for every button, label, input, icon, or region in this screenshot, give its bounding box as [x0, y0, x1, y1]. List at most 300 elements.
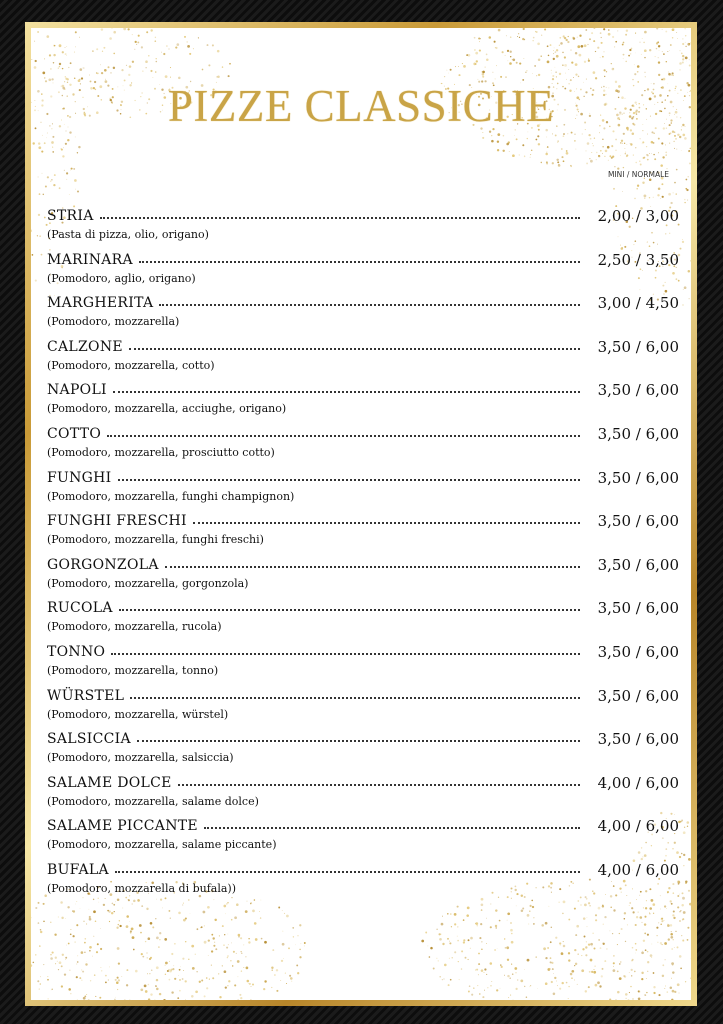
glitter-dot — [644, 994, 645, 995]
glitter-dot — [40, 929, 42, 931]
glitter-dot — [556, 981, 557, 982]
glitter-dot — [41, 151, 43, 153]
glitter-dot — [38, 214, 40, 216]
glitter-dot — [688, 176, 689, 177]
glitter-dot — [631, 969, 633, 971]
glitter-dot — [95, 921, 97, 923]
glitter-dot — [232, 965, 233, 966]
glitter-dot — [555, 67, 556, 68]
glitter-dot — [635, 953, 636, 954]
glitter-dot — [43, 921, 44, 922]
glitter-dot — [591, 152, 592, 153]
glitter-dot — [213, 945, 215, 947]
glitter-dot — [625, 61, 627, 63]
menu-item-name-row — [47, 423, 580, 445]
glitter-dot — [195, 990, 198, 993]
glitter-dot — [640, 164, 642, 166]
glitter-dot — [481, 969, 484, 972]
glitter-dot — [683, 134, 686, 137]
glitter-dot — [486, 54, 488, 56]
glitter-dot — [109, 921, 110, 922]
glitter-dot — [631, 48, 633, 50]
glitter-dot — [100, 967, 101, 968]
glitter-dot — [175, 47, 177, 49]
glitter-dot — [585, 990, 587, 992]
glitter-dot — [429, 956, 431, 958]
glitter-dot — [537, 988, 538, 989]
glitter-dot — [293, 936, 294, 937]
glitter-dot — [274, 974, 276, 976]
glitter-dot — [604, 69, 606, 71]
glitter-dot — [59, 66, 60, 67]
glitter-dot — [504, 975, 505, 976]
glitter-dot — [444, 76, 445, 77]
glitter-dot — [533, 923, 535, 925]
glitter-dot — [479, 993, 481, 995]
dotted-leader — [204, 827, 580, 829]
glitter-dot — [560, 945, 561, 946]
glitter-dot — [224, 934, 225, 935]
glitter-dot — [44, 217, 46, 219]
glitter-dot — [644, 198, 645, 199]
glitter-dot — [71, 168, 73, 170]
glitter-dot — [646, 146, 647, 147]
glitter-dot — [567, 133, 568, 134]
glitter-dot — [150, 993, 152, 995]
menu-item-name-row — [47, 641, 580, 663]
glitter-dot — [534, 65, 535, 66]
glitter-dot — [566, 39, 568, 41]
glitter-dot — [506, 143, 509, 146]
glitter-dot — [607, 146, 610, 149]
pizza-price: 4,00 / 6,00 — [597, 773, 679, 792]
glitter-dot — [75, 136, 76, 137]
glitter-dot — [164, 938, 167, 941]
glitter-dot — [463, 939, 465, 941]
pizza-ingredients: (Pomodoro, mozzarella, salsiccia) — [47, 751, 234, 765]
glitter-dot — [53, 54, 55, 56]
glitter-dot — [683, 854, 685, 856]
glitter-dot — [78, 146, 80, 148]
glitter-dot — [156, 966, 159, 969]
glitter-dot — [148, 984, 150, 986]
glitter-dot — [655, 56, 656, 57]
glitter-dot — [685, 57, 688, 60]
glitter-dot — [568, 952, 570, 954]
glitter-dot — [632, 132, 635, 135]
glitter-dot — [514, 135, 515, 136]
glitter-dot — [661, 918, 663, 920]
glitter-dot — [682, 918, 684, 920]
glitter-dot — [601, 37, 602, 38]
glitter-dot — [66, 46, 67, 47]
glitter-dot — [601, 42, 603, 44]
pizza-name: FUNGHI FRESCHI — [47, 513, 187, 530]
glitter-dot — [686, 179, 688, 181]
glitter-dot — [516, 138, 518, 140]
glitter-dot — [603, 924, 604, 925]
glitter-dot — [183, 970, 184, 971]
glitter-dot — [593, 145, 594, 146]
glitter-dot — [658, 994, 660, 996]
glitter-dot — [450, 979, 452, 981]
glitter-dot — [507, 920, 508, 921]
glitter-dot — [304, 942, 306, 944]
menu-item — [47, 249, 679, 293]
glitter-dot — [83, 921, 84, 922]
dotted-leader — [119, 609, 580, 611]
glitter-dot — [575, 52, 577, 54]
glitter-dot — [86, 961, 87, 962]
glitter-dot — [204, 995, 206, 997]
glitter-dot — [149, 973, 150, 974]
glitter-dot — [44, 77, 45, 78]
glitter-dot — [62, 51, 64, 53]
glitter-dot — [208, 64, 210, 66]
glitter-dot — [81, 980, 82, 981]
glitter-dot — [291, 981, 292, 982]
glitter-dot — [555, 71, 557, 73]
glitter-dot — [84, 68, 85, 69]
glitter-dot — [642, 951, 643, 952]
menu-item-name-row — [47, 685, 580, 707]
glitter-dot — [570, 49, 571, 50]
glitter-dot — [255, 938, 258, 941]
glitter-dot — [563, 135, 565, 137]
glitter-dot — [653, 142, 655, 144]
glitter-dot — [681, 150, 682, 151]
glitter-dot — [180, 966, 181, 967]
glitter-dot — [186, 41, 188, 43]
glitter-dot — [510, 922, 512, 924]
glitter-dot — [206, 977, 208, 979]
glitter-dot — [630, 143, 631, 144]
glitter-dot — [457, 926, 458, 927]
glitter-dot — [587, 142, 590, 145]
pizza-name: STRIA — [47, 208, 94, 224]
glitter-dot — [625, 152, 626, 153]
glitter-dot — [660, 942, 662, 944]
glitter-dot — [478, 37, 480, 39]
glitter-dot — [471, 994, 473, 996]
glitter-dot — [593, 71, 596, 74]
glitter-dot — [682, 61, 684, 63]
glitter-dot — [564, 64, 567, 67]
glitter-dot — [292, 927, 294, 929]
glitter-dot — [672, 965, 673, 966]
glitter-dot — [519, 63, 521, 65]
glitter-dot — [590, 138, 592, 140]
glitter-dot — [536, 139, 538, 141]
glitter-dot — [195, 954, 196, 955]
glitter-dot — [538, 58, 541, 61]
glitter-dot — [621, 928, 623, 930]
glitter-dot — [533, 917, 534, 918]
menu-item-name-row — [47, 510, 580, 532]
dotted-leader — [107, 435, 580, 437]
glitter-dot — [116, 927, 118, 929]
glitter-dot — [37, 235, 38, 236]
glitter-dot — [667, 924, 670, 927]
glitter-dot — [131, 928, 134, 931]
glitter-dot — [508, 60, 509, 61]
glitter-dot — [654, 133, 655, 134]
glitter-dot — [545, 957, 547, 959]
menu-item-name-row — [47, 815, 580, 837]
glitter-dot — [75, 31, 77, 33]
glitter-dot — [500, 76, 502, 78]
dotted-leader — [165, 566, 580, 568]
glitter-dot — [677, 906, 679, 908]
glitter-dot — [556, 55, 559, 58]
glitter-dot — [173, 965, 174, 966]
glitter-dot — [444, 964, 447, 967]
glitter-dot — [496, 65, 497, 66]
glitter-dot — [465, 957, 467, 959]
glitter-dot — [42, 173, 43, 174]
glitter-dot — [511, 941, 514, 944]
glitter-dot — [448, 73, 449, 74]
glitter-dot — [73, 935, 75, 937]
glitter-dot — [50, 922, 51, 923]
glitter-dot — [625, 153, 626, 154]
glitter-dot — [158, 946, 159, 947]
glitter-dot — [150, 957, 152, 959]
glitter-dot — [145, 60, 148, 63]
glitter-dot — [686, 821, 689, 824]
glitter-dot — [671, 931, 672, 932]
glitter-dot — [76, 924, 78, 926]
glitter-dot — [155, 985, 157, 987]
glitter-dot — [222, 925, 224, 927]
glitter-dot — [178, 975, 179, 976]
glitter-dot — [433, 968, 435, 970]
glitter-dot — [617, 30, 618, 31]
pizza-name: SALAME PICCANTE — [47, 818, 198, 835]
glitter-dot — [575, 963, 577, 965]
glitter-dot — [35, 280, 37, 282]
glitter-dot — [137, 41, 139, 43]
glitter-dot — [668, 73, 671, 76]
glitter-dot — [127, 28, 129, 30]
pizza-name: FUNGHI — [47, 469, 112, 486]
glitter-dot — [688, 858, 691, 861]
glitter-dot — [185, 999, 186, 1000]
glitter-dot — [283, 958, 284, 959]
glitter-dot — [676, 169, 678, 171]
dotted-leader — [115, 871, 580, 873]
size-column-header: MINI / NORMALE — [607, 170, 669, 179]
glitter-dot — [112, 903, 114, 905]
glitter-dot — [97, 73, 99, 75]
glitter-dot — [185, 941, 186, 942]
glitter-dot — [147, 973, 148, 974]
glitter-dot — [241, 953, 242, 954]
glitter-dot — [624, 912, 626, 914]
glitter-dot — [136, 44, 137, 45]
glitter-dot — [584, 61, 586, 63]
glitter-dot — [620, 961, 621, 962]
glitter-dot — [557, 140, 558, 141]
glitter-dot — [656, 48, 657, 49]
glitter-dot — [241, 951, 242, 952]
glitter-dot — [484, 972, 485, 973]
glitter-dot — [524, 39, 525, 40]
glitter-dot — [51, 141, 54, 144]
glitter-dot — [234, 916, 237, 919]
glitter-dot — [481, 903, 484, 906]
glitter-dot — [505, 76, 506, 77]
glitter-dot — [658, 138, 660, 140]
glitter-dot — [550, 961, 552, 963]
glitter-dot — [159, 993, 161, 995]
glitter-dot — [38, 142, 40, 144]
glitter-dot — [276, 969, 278, 971]
glitter-dot — [651, 153, 652, 154]
menu-item — [47, 336, 679, 380]
glitter-dot — [567, 41, 569, 43]
glitter-dot — [568, 919, 570, 921]
glitter-dot — [647, 134, 648, 135]
glitter-dot — [134, 49, 135, 50]
glitter-dot — [75, 47, 76, 48]
glitter-dot — [571, 61, 573, 63]
glitter-dot — [629, 992, 630, 993]
glitter-dot — [577, 45, 580, 48]
glitter-dot — [458, 961, 459, 962]
glitter-dot — [479, 50, 481, 52]
glitter-dot — [228, 75, 230, 77]
glitter-dot — [461, 950, 463, 952]
glitter-dot — [646, 992, 647, 993]
glitter-dot — [674, 947, 675, 948]
glitter-dot — [166, 45, 168, 47]
glitter-dot — [664, 988, 665, 989]
glitter-dot — [517, 36, 518, 37]
glitter-dot — [564, 56, 566, 58]
glitter-dot — [529, 910, 530, 911]
glitter-dot — [473, 987, 475, 989]
glitter-dot — [81, 951, 84, 954]
pizza-ingredients: (Pomodoro, mozzarella) — [47, 315, 180, 329]
glitter-dot — [132, 61, 134, 63]
glitter-dot — [589, 971, 591, 973]
glitter-dot — [602, 146, 603, 147]
glitter-dot — [55, 957, 57, 959]
pizza-ingredients: (Pasta di pizza, olio, origano) — [47, 228, 209, 241]
glitter-dot — [636, 162, 637, 163]
glitter-dot — [624, 143, 625, 144]
glitter-dot — [527, 138, 528, 139]
glitter-dot — [625, 993, 628, 996]
glitter-dot — [530, 985, 531, 986]
glitter-dot — [572, 37, 573, 38]
glitter-dot — [128, 74, 130, 76]
glitter-dot — [642, 181, 644, 183]
glitter-dot — [114, 911, 115, 912]
dotted-leader — [159, 304, 580, 306]
glitter-dot — [682, 43, 684, 45]
glitter-dot — [623, 54, 625, 56]
glitter-dot — [670, 202, 672, 204]
glitter-dot — [77, 190, 79, 192]
glitter-dot — [552, 162, 554, 164]
glitter-dot — [596, 152, 597, 153]
glitter-dot — [132, 903, 133, 904]
pizza-ingredients: (Pomodoro, aglio, origano) — [47, 271, 196, 285]
glitter-dot — [586, 917, 587, 918]
glitter-dot — [225, 913, 226, 914]
glitter-dot — [639, 161, 640, 162]
glitter-dot — [199, 981, 201, 983]
glitter-dot — [50, 954, 51, 955]
dotted-leader — [118, 479, 581, 481]
glitter-dot — [229, 63, 231, 65]
pizza-ingredients: (Pomodoro, mozzarella, tonno) — [47, 663, 219, 677]
glitter-dot — [671, 978, 672, 979]
glitter-dot — [532, 906, 534, 908]
dotted-leader — [137, 740, 580, 742]
glitter-dot — [105, 982, 107, 984]
glitter-dot — [606, 71, 607, 72]
glitter-dot — [470, 948, 471, 949]
glitter-dot — [439, 938, 442, 941]
glitter-dot — [593, 971, 596, 974]
glitter-dot — [73, 910, 75, 912]
glitter-dot — [636, 188, 638, 190]
glitter-dot — [538, 143, 540, 145]
glitter-dot — [510, 929, 513, 932]
glitter-dot — [118, 962, 120, 964]
glitter-dot — [599, 132, 600, 133]
glitter-dot — [185, 980, 187, 982]
glitter-dot — [671, 962, 674, 965]
glitter-dot — [680, 248, 682, 250]
glitter-dot — [684, 827, 685, 828]
pizza-price: 3,50 / 6,00 — [597, 730, 679, 749]
glitter-dot — [601, 975, 603, 977]
glitter-dot — [682, 239, 683, 240]
glitter-dot — [50, 957, 53, 960]
glitter-dot — [624, 918, 626, 920]
glitter-dot — [644, 195, 647, 198]
glitter-dot — [486, 918, 487, 919]
glitter-dot — [121, 976, 122, 977]
glitter-dot — [533, 40, 534, 41]
glitter-dot — [668, 71, 669, 72]
glitter-dot — [138, 35, 140, 37]
glitter-dot — [612, 68, 615, 71]
glitter-dot — [635, 33, 636, 34]
glitter-dot — [252, 910, 255, 913]
glitter-dot — [74, 52, 75, 53]
glitter-dot — [76, 964, 77, 965]
glitter-dot — [574, 965, 575, 966]
glitter-dot — [563, 133, 565, 135]
menu-item — [47, 641, 679, 685]
glitter-dot — [679, 993, 680, 994]
menu-item-name-row — [47, 467, 580, 489]
glitter-dot — [521, 909, 524, 912]
glitter-dot — [117, 989, 118, 990]
glitter-dot — [665, 152, 667, 154]
glitter-dot — [177, 997, 179, 999]
glitter-dot — [58, 68, 59, 69]
glitter-dot — [528, 923, 529, 924]
glitter-dot — [151, 29, 153, 31]
glitter-dot — [495, 909, 497, 911]
glitter-dot — [212, 977, 214, 979]
